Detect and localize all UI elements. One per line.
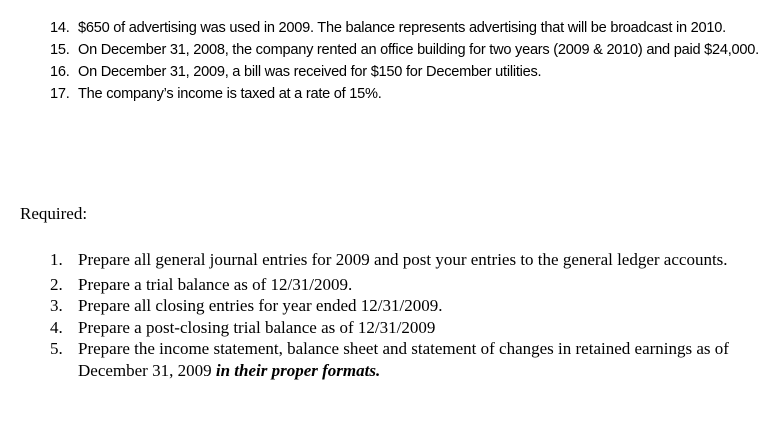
required-list — [50, 249, 770, 381]
item-text: On December 31, 2008, the company rented an office building for two years (2009 & 2010) and paid $24,000. — [78, 42, 759, 58]
item-number: 4. — [50, 317, 63, 337]
list-item — [50, 61, 770, 83]
facts-list — [50, 17, 770, 105]
list-item — [50, 274, 770, 296]
list-item — [50, 39, 770, 61]
item-text: Prepare all general journal entries for 2009 and post your entries to the general ledger accounts. — [78, 250, 728, 269]
required-heading: Required: — [20, 204, 88, 223]
emphasis-text: in their proper formats. — [215, 360, 381, 380]
item-text: Prepare a post-closing trial balance as of 12/31/2009 — [78, 317, 436, 337]
item-number: 2. — [50, 274, 63, 294]
item-number: 1. — [50, 250, 63, 269]
list-item — [50, 295, 770, 317]
item-text: Prepare all closing entries for year ended 12/31/2009. — [78, 296, 443, 315]
list-item — [50, 249, 770, 271]
list-item — [50, 317, 770, 339]
item-number: 14. — [50, 20, 70, 36]
item-number: 15. — [50, 42, 70, 58]
item-text: Prepare the income statement, balance sheet and statement of changes in retained earnings as of December 31, 2009 — [78, 339, 729, 380]
item-number: 16. — [50, 64, 70, 80]
item-number: 17. — [50, 86, 70, 102]
list-item — [50, 17, 770, 39]
list-item — [50, 338, 770, 381]
item-text: Prepare a trial balance as of 12/31/2009. — [78, 274, 353, 294]
item-text: The company’s income is taxed at a rate of 15%. — [78, 86, 382, 102]
item-number: 5. — [50, 339, 63, 358]
item-number: 3. — [50, 296, 63, 315]
item-text: On December 31, 2009, a bill was received for $150 for December utilities. — [78, 64, 542, 80]
item-text: $650 of advertising was used in 2009. The balance represents advertising that will be broadcast in 2010. — [78, 20, 726, 36]
list-item — [50, 83, 770, 105]
